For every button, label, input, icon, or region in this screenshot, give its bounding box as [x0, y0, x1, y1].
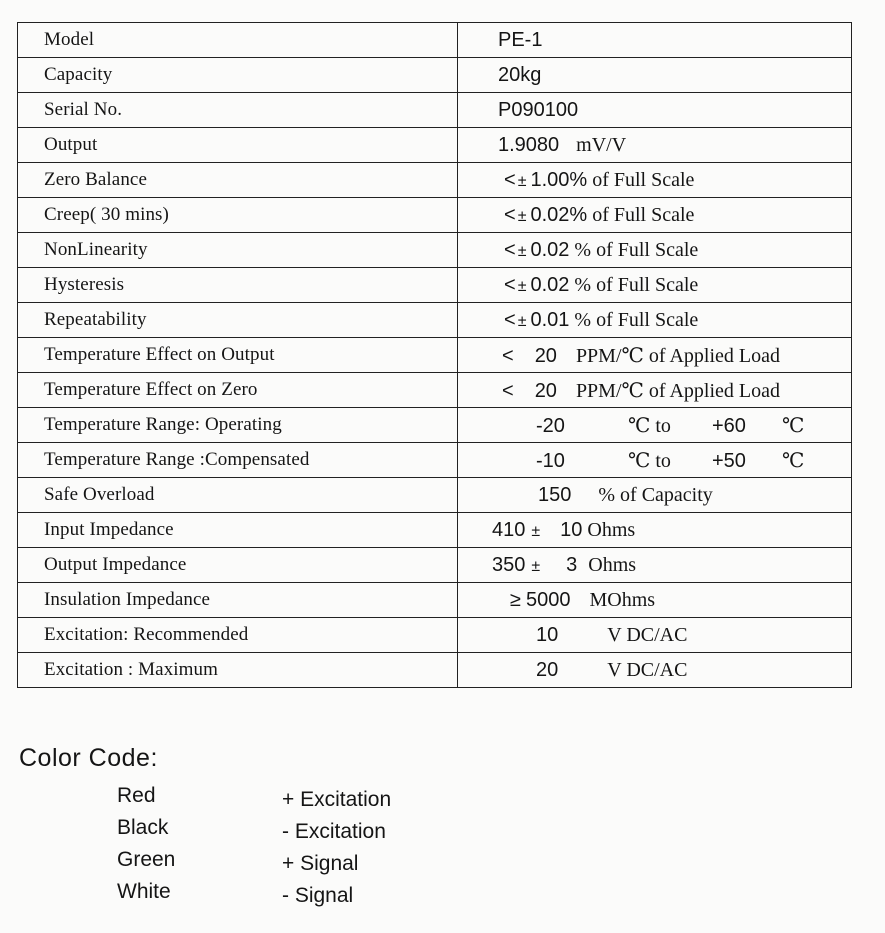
param-value [458, 408, 852, 443]
plus-minus-symbol: ± [517, 172, 527, 190]
value-number: 1.9080 [498, 133, 560, 156]
wire-function: + Signal [282, 852, 359, 875]
color-code-row [117, 848, 359, 875]
table-row [18, 303, 852, 338]
tolerance: 3 [566, 553, 578, 576]
table-row [18, 548, 852, 583]
table-row [18, 478, 852, 513]
range-unit: ℃ [782, 414, 805, 437]
param-label: Zero Balance [18, 163, 458, 198]
wire-function: - Signal [282, 884, 354, 907]
value-text: PE-1 [498, 28, 543, 51]
range-from: -10 [536, 449, 565, 472]
wire-function: - Excitation [282, 820, 386, 843]
param-value [458, 303, 852, 338]
value-number: 1.00% [530, 168, 588, 191]
param-value [458, 653, 852, 688]
value-number: 0.02 [530, 238, 570, 261]
table-row [18, 513, 852, 548]
less-than-symbol: < [504, 168, 516, 191]
param-label: Insulation Impedance [18, 583, 458, 618]
param-value [458, 93, 852, 128]
value-unit: V DC/AC [607, 658, 688, 681]
table-row [18, 583, 852, 618]
value-number: 0.01 [530, 308, 570, 331]
value-number: 0.02% [530, 203, 588, 226]
value-unit: % of Full Scale [574, 308, 699, 331]
value-number: 20 [534, 344, 557, 367]
wire-color: White [117, 880, 171, 903]
wire-function: + Excitation [282, 788, 392, 811]
param-label: Temperature Range :Compensated [18, 443, 458, 478]
param-value [458, 443, 852, 478]
value-number: 0.02 [530, 273, 570, 296]
param-label: Hysteresis [18, 268, 458, 303]
param-value [458, 373, 852, 408]
range-to-label: ℃ to [628, 414, 671, 437]
param-value [458, 618, 852, 653]
param-label: Excitation: Recommended [18, 618, 458, 653]
value-unit: % of Full Scale [574, 238, 699, 261]
param-value [458, 478, 852, 513]
value-number: 10 [536, 623, 559, 646]
tolerance: 10 [560, 518, 583, 541]
param-label: Safe Overload [18, 478, 458, 513]
value-unit: PPM/℃ of Applied Load [575, 379, 780, 402]
param-label: Capacity [18, 58, 458, 93]
value-unit: PPM/℃ of Applied Load [575, 344, 780, 367]
param-value [458, 233, 852, 268]
range-to: +50 [712, 449, 746, 472]
range-from: -20 [536, 414, 565, 437]
plus-minus-symbol: ± [517, 207, 527, 225]
color-code-row [117, 784, 392, 811]
param-value [458, 163, 852, 198]
table-row [18, 198, 852, 233]
value-unit: % of Full Scale [574, 273, 699, 296]
spec-table [17, 22, 852, 688]
table-row [18, 338, 852, 373]
value-unit: MOhms [589, 588, 656, 611]
param-value [458, 583, 852, 618]
plus-minus-symbol: ± [531, 557, 541, 575]
param-value [458, 338, 852, 373]
param-label: Output Impedance [18, 548, 458, 583]
table-row [18, 618, 852, 653]
param-label: Temperature Effect on Zero [18, 373, 458, 408]
plus-minus-symbol: ± [531, 522, 541, 540]
plus-minus-symbol: ± [517, 277, 527, 295]
param-label: Input Impedance [18, 513, 458, 548]
value-number: 410 [492, 518, 526, 541]
param-label: Excitation : Maximum [18, 653, 458, 688]
wire-color: Red [117, 784, 156, 807]
value-text: 20kg [498, 63, 542, 86]
less-than-symbol: < [504, 273, 516, 296]
table-row [18, 443, 852, 478]
less-than-symbol: < [502, 379, 514, 402]
color-code-row [117, 880, 354, 907]
value-unit: Ohms [587, 518, 636, 541]
value-unit: of Full Scale [592, 168, 695, 191]
param-value [458, 23, 852, 58]
param-label: NonLinearity [18, 233, 458, 268]
value-text: P090100 [498, 98, 579, 121]
wire-color: Green [117, 848, 176, 871]
value-unit: Ohms [588, 553, 637, 576]
plus-minus-symbol: ± [517, 312, 527, 330]
range-unit: ℃ [782, 449, 805, 472]
table-row [18, 163, 852, 198]
color-code-heading: Color Code: [19, 744, 158, 772]
param-value [458, 198, 852, 233]
plus-minus-symbol: ± [517, 242, 527, 260]
table-row [18, 408, 852, 443]
param-value [458, 548, 852, 583]
less-than-symbol: < [504, 308, 516, 331]
less-than-symbol: < [504, 203, 516, 226]
table-row [18, 23, 852, 58]
table-row [18, 268, 852, 303]
value-number: 20 [534, 379, 557, 402]
param-label: Repeatability [18, 303, 458, 338]
range-to: +60 [712, 414, 746, 437]
range-to-label: ℃ to [628, 449, 671, 472]
table-row [18, 233, 852, 268]
table-row [18, 128, 852, 163]
less-than-symbol: < [502, 344, 514, 367]
value-number: 350 [492, 553, 526, 576]
value-unit: V DC/AC [607, 623, 688, 646]
table-row [18, 58, 852, 93]
param-label: Output [18, 128, 458, 163]
value-number: 5000 [525, 588, 571, 611]
table-row [18, 373, 852, 408]
param-value [458, 513, 852, 548]
greater-equal-symbol: ≥ [510, 588, 521, 611]
param-value [458, 268, 852, 303]
param-label: Model [18, 23, 458, 58]
value-unit: % of Capacity [598, 483, 713, 506]
table-row [18, 653, 852, 688]
param-value [458, 128, 852, 163]
value-unit: of Full Scale [592, 203, 695, 226]
value-unit: mV/V [576, 133, 627, 156]
param-label: Temperature Range: Operating [18, 408, 458, 443]
table-row [18, 93, 852, 128]
wire-color: Black [117, 816, 169, 839]
less-than-symbol: < [504, 238, 516, 261]
param-label: Creep( 30 mins) [18, 198, 458, 233]
param-value [458, 58, 852, 93]
value-number: 20 [536, 658, 559, 681]
color-code-row [117, 816, 386, 843]
param-label: Temperature Effect on Output [18, 338, 458, 373]
param-label: Serial No. [18, 93, 458, 128]
value-number: 150 [538, 483, 572, 506]
